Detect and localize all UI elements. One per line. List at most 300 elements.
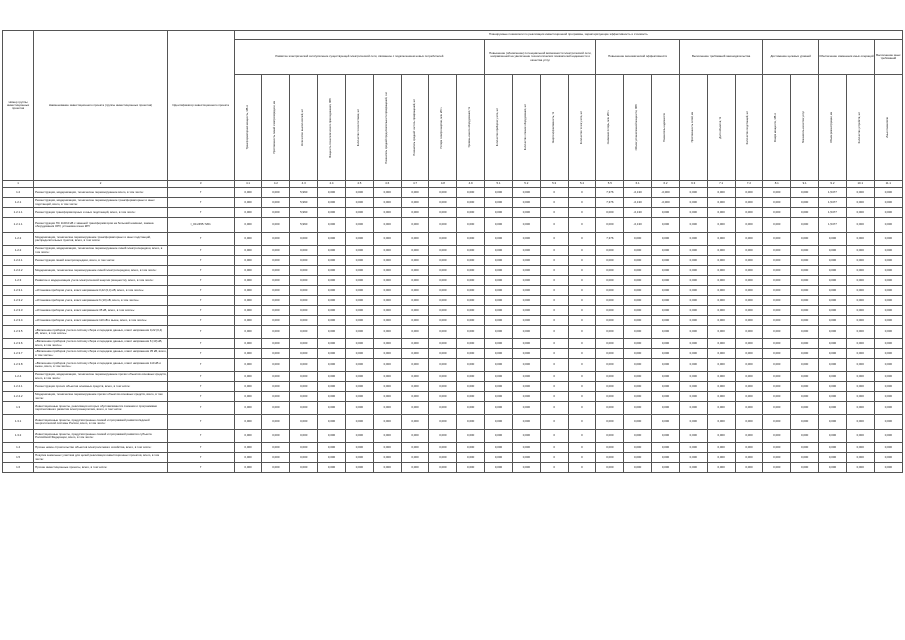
table-row bbox=[3, 316, 903, 326]
row-value: 0 bbox=[568, 349, 596, 359]
header-indicator-label: Объем реконструкции, км bbox=[829, 112, 833, 143]
row-value: 0,000 bbox=[652, 256, 680, 266]
row-number: 1.2.3.5 bbox=[3, 326, 34, 339]
row-value: 0,000 bbox=[846, 316, 874, 326]
row-value: 0,000 bbox=[457, 208, 485, 218]
column-number: 1 bbox=[3, 181, 34, 188]
row-value: 0,000 bbox=[763, 463, 791, 473]
row-value: 0,000 bbox=[679, 326, 707, 339]
row-value: 0 bbox=[540, 359, 568, 372]
row-value: 0,000 bbox=[707, 443, 735, 453]
row-value: 0 bbox=[540, 296, 568, 306]
row-name: Инвестиционные проекты, предусмотренные схемой и программой развития субъекта Российской Федерации, всего, в том числе: bbox=[34, 430, 168, 443]
row-value: 0,000 bbox=[791, 266, 819, 276]
row-value: 0,000 bbox=[512, 463, 540, 473]
row-value: 0,000 bbox=[485, 276, 513, 286]
row-value: 0,000 bbox=[679, 233, 707, 246]
row-value: 0,000 bbox=[874, 453, 902, 463]
row-number: 1.6 bbox=[3, 463, 34, 473]
table-row bbox=[3, 392, 903, 402]
row-value: 0,000 bbox=[401, 402, 429, 415]
row-value: 0,000 bbox=[596, 402, 624, 415]
row-value: 0,000 bbox=[373, 286, 401, 296]
row-value: 0,000 bbox=[512, 233, 540, 246]
row-value: 0,000 bbox=[791, 372, 819, 382]
row-value: 0,000 bbox=[735, 372, 763, 382]
row-number: 1.2.3.4 bbox=[3, 316, 34, 326]
column-number: 7.1 bbox=[707, 181, 735, 188]
row-identifier: Г bbox=[167, 198, 234, 208]
column-number: 4.6 bbox=[373, 181, 401, 188]
row-value: 0,000 bbox=[846, 463, 874, 473]
row-identifier: Г bbox=[167, 392, 234, 402]
row-value: 0,000 bbox=[512, 188, 540, 198]
row-value: 0,000 bbox=[596, 316, 624, 326]
row-value: 0,000 bbox=[290, 276, 318, 286]
row-name: Модернизация, техническое перевооружение трансформаторных и иных подстанций, распределительных пунктов, всего, в том числе: bbox=[34, 233, 168, 246]
row-value: 0,000 bbox=[290, 392, 318, 402]
row-value: 0,000 bbox=[819, 430, 847, 443]
row-value: 0,000 bbox=[429, 188, 457, 198]
row-identifier: Г bbox=[167, 402, 234, 415]
column-number: 4.3 bbox=[290, 181, 318, 188]
row-identifier: Г bbox=[167, 382, 234, 392]
row-value: 0,000 bbox=[791, 349, 819, 359]
row-number: 1.2.3 bbox=[3, 276, 34, 286]
row-value: 0,000 bbox=[345, 430, 373, 443]
row-value: 0,000 bbox=[624, 463, 652, 473]
row-identifier: Г bbox=[167, 463, 234, 473]
row-value: 0,000 bbox=[874, 339, 902, 349]
row-value: 0,000 bbox=[624, 349, 652, 359]
row-value: 0,000 bbox=[290, 286, 318, 296]
row-number: 1.2.3.8 bbox=[3, 359, 34, 372]
row-value: 0,000 bbox=[735, 463, 763, 473]
row-value: 0,000 bbox=[707, 339, 735, 349]
row-number: 1.3 bbox=[3, 402, 34, 415]
row-value: 0,000 bbox=[874, 316, 902, 326]
row-value: 0,000 bbox=[262, 392, 290, 402]
row-value: 0 bbox=[568, 188, 596, 198]
row-value: 0,000 bbox=[707, 359, 735, 372]
row-value: 0,000 bbox=[679, 339, 707, 349]
row-value: 0,000 bbox=[679, 246, 707, 256]
row-value: 0 bbox=[540, 286, 568, 296]
row-number: 1.4 bbox=[3, 443, 34, 453]
row-value: 0,000 bbox=[429, 453, 457, 463]
row-value: 0,000 bbox=[652, 430, 680, 443]
row-value: 0,000 bbox=[846, 392, 874, 402]
row-value: 0,000 bbox=[234, 188, 262, 198]
row-value: 0,000 bbox=[512, 218, 540, 233]
row-value: 0,000 bbox=[596, 306, 624, 316]
row-name: Развитие и модернизация учета электрической энергии (мощности), всего, в том числе: bbox=[34, 276, 168, 286]
row-number: 1.5 bbox=[3, 453, 34, 463]
row-value: 0,000 bbox=[429, 415, 457, 430]
column-number: 8.1 bbox=[763, 181, 791, 188]
row-value: 0,000 bbox=[652, 443, 680, 453]
row-value: 0,000 bbox=[234, 326, 262, 339]
row-value: 0,000 bbox=[318, 402, 346, 415]
row-value: 0,000 bbox=[512, 392, 540, 402]
row-value: 0 bbox=[540, 392, 568, 402]
row-value: 0,000 bbox=[234, 276, 262, 286]
row-value: 0,000 bbox=[707, 208, 735, 218]
row-value: 0,000 bbox=[345, 286, 373, 296]
row-value: 0,000 bbox=[290, 256, 318, 266]
row-value: 0 bbox=[540, 233, 568, 246]
row-value: 0,000 bbox=[874, 296, 902, 306]
row-value: 0,000 bbox=[485, 256, 513, 266]
row-value: 0,000 bbox=[652, 382, 680, 392]
row-value: 0,000 bbox=[624, 402, 652, 415]
row-value: 0,000 bbox=[318, 246, 346, 256]
row-value: 0,000 bbox=[624, 372, 652, 382]
row-value: 7,376 bbox=[596, 233, 624, 246]
row-number: 1.2.2.2 bbox=[3, 266, 34, 276]
row-value: 0,000 bbox=[874, 306, 902, 316]
row-value: 0,000 bbox=[234, 233, 262, 246]
row-value: 0,000 bbox=[345, 443, 373, 453]
row-value: 0,000 bbox=[429, 326, 457, 339]
row-value: 0,000 bbox=[234, 359, 262, 372]
row-value: -0,130 bbox=[624, 188, 652, 198]
row-value: 0,000 bbox=[262, 208, 290, 218]
row-value: 0 bbox=[540, 246, 568, 256]
row-value: 0,000 bbox=[318, 349, 346, 359]
row-value: 0,000 bbox=[401, 463, 429, 473]
row-value: 0,000 bbox=[373, 256, 401, 266]
header-indicator-22 bbox=[819, 75, 847, 181]
row-identifier: Г bbox=[167, 266, 234, 276]
row-value: 0,000 bbox=[763, 453, 791, 463]
row-identifier: Г bbox=[167, 246, 234, 256]
row-value: 0,000 bbox=[874, 246, 902, 256]
row-value: 0,000 bbox=[763, 208, 791, 218]
row-value: 0,000 bbox=[401, 276, 429, 286]
row-value: 0,000 bbox=[401, 430, 429, 443]
row-value: 0,000 bbox=[707, 372, 735, 382]
row-name: Реконструкция, модернизация, техническое перевооружение линий электропередачи, всего, в том числе: bbox=[34, 246, 168, 256]
row-number: 1.2.2 bbox=[3, 246, 34, 256]
row-value: 0,000 bbox=[624, 443, 652, 453]
row-number: 1.3.1 bbox=[3, 415, 34, 430]
header-indicator-label: Снижение потерь, млн кВт·ч bbox=[607, 110, 611, 145]
row-value: 0,000 bbox=[318, 266, 346, 276]
row-value: 0,000 bbox=[373, 463, 401, 473]
header-indicator-label: Уровень износа оборудования, % bbox=[468, 107, 472, 148]
row-value: 0,000 bbox=[763, 218, 791, 233]
header-group-6: Обеспечение изменения иных операций bbox=[819, 40, 875, 75]
row-value: 0,000 bbox=[345, 246, 373, 256]
row-value: 0,000 bbox=[234, 453, 262, 463]
row-value: 0,000 bbox=[512, 402, 540, 415]
row-value: 0,000 bbox=[234, 266, 262, 276]
column-number: 9.2 bbox=[819, 181, 847, 188]
row-number: 1.2.2.1 bbox=[3, 256, 34, 266]
row-value: 0,000 bbox=[846, 415, 874, 430]
header-indicator-1 bbox=[234, 75, 262, 181]
row-value: 0 bbox=[568, 218, 596, 233]
row-value: 0,000 bbox=[290, 430, 318, 443]
row-value: 0,000 bbox=[763, 339, 791, 349]
row-value: 0,000 bbox=[846, 296, 874, 306]
row-value: 0,000 bbox=[652, 453, 680, 463]
header-indicator-2 bbox=[262, 75, 290, 181]
row-value: 0,000 bbox=[819, 286, 847, 296]
row-value: 0,000 bbox=[874, 276, 902, 286]
row-number: 1.2.1.1 bbox=[3, 208, 34, 218]
row-value: 0,000 bbox=[791, 286, 819, 296]
row-value: 0,000 bbox=[874, 402, 902, 415]
header-indicator-7 bbox=[401, 75, 429, 181]
row-value: 0,000 bbox=[819, 359, 847, 372]
row-value: 0,000 bbox=[262, 286, 290, 296]
row-value: 0,000 bbox=[345, 188, 373, 198]
row-value: 0,000 bbox=[429, 443, 457, 453]
header-indicator-19 bbox=[735, 75, 763, 181]
row-value: 0,000 bbox=[345, 266, 373, 276]
row-value: 0,000 bbox=[874, 233, 902, 246]
row-value: 0,000 bbox=[318, 326, 346, 339]
row-value: 0,000 bbox=[512, 246, 540, 256]
row-value: 0,000 bbox=[262, 316, 290, 326]
row-value: 0,000 bbox=[234, 306, 262, 316]
row-value: 0,000 bbox=[791, 392, 819, 402]
row-value: 0,000 bbox=[596, 266, 624, 276]
table-row bbox=[3, 339, 903, 349]
header-indicator-label: Количество отказов оборудования, шт bbox=[523, 104, 527, 151]
row-value: 0,000 bbox=[624, 256, 652, 266]
row-value: 0,000 bbox=[457, 382, 485, 392]
row-value: 0,000 bbox=[735, 208, 763, 218]
row-value: 0,000 bbox=[290, 453, 318, 463]
row-identifier: Г bbox=[167, 286, 234, 296]
row-value: 0,000 bbox=[791, 415, 819, 430]
row-value: 0,000 bbox=[457, 402, 485, 415]
row-value: 0,000 bbox=[679, 198, 707, 208]
row-number: 1.2.3.7 bbox=[3, 349, 34, 359]
row-value: 0 bbox=[568, 443, 596, 453]
row-value: 0,000 bbox=[874, 443, 902, 453]
row-number: 1.2.1 bbox=[3, 198, 34, 208]
row-value: 0 bbox=[540, 256, 568, 266]
row-identifier: Г bbox=[167, 443, 234, 453]
row-value: 0,000 bbox=[679, 218, 707, 233]
row-name: Модернизация, техническое перевооружение линий электропередачи, всего, в том числе: bbox=[34, 266, 168, 276]
row-value: 0,000 bbox=[846, 359, 874, 372]
row-value: 0,000 bbox=[457, 326, 485, 339]
row-value: 0,000 bbox=[763, 415, 791, 430]
row-value: 0 bbox=[568, 233, 596, 246]
row-value: 0,000 bbox=[429, 296, 457, 306]
row-value: 0,000 bbox=[262, 246, 290, 256]
row-value: 0,000 bbox=[791, 188, 819, 198]
row-value: 0,000 bbox=[652, 246, 680, 256]
row-value: 0 bbox=[568, 256, 596, 266]
row-name: «Установка приборов учета, класс напряжения 110 кВ и выше, всего, в том числе»: bbox=[34, 316, 168, 326]
row-value: 0,000 bbox=[429, 266, 457, 276]
row-value: 0,000 bbox=[791, 443, 819, 453]
row-value: 0,000 bbox=[763, 296, 791, 306]
header-indicator-10 bbox=[485, 75, 513, 181]
row-value: 0,000 bbox=[819, 246, 847, 256]
row-value: 0,000 bbox=[485, 359, 513, 372]
row-value: 0,000 bbox=[318, 415, 346, 430]
header-indicator-8 bbox=[429, 75, 457, 181]
row-value: 0,000 bbox=[318, 218, 346, 233]
row-value: 0,000 bbox=[457, 306, 485, 316]
row-value: 5,960 bbox=[290, 218, 318, 233]
row-value: 0,000 bbox=[763, 198, 791, 208]
row-value: 0 bbox=[568, 359, 596, 372]
header-indicator-label: Протяженность сетей, км bbox=[690, 112, 694, 143]
row-value: 0,000 bbox=[763, 276, 791, 286]
row-value: 0,000 bbox=[624, 359, 652, 372]
row-value: 0,000 bbox=[791, 256, 819, 266]
row-number: 1.3.2 bbox=[3, 430, 34, 443]
row-value: 0,000 bbox=[234, 218, 262, 233]
row-value: 0,000 bbox=[401, 246, 429, 256]
row-value: 0,000 bbox=[596, 339, 624, 349]
row-value: 0,000 bbox=[819, 316, 847, 326]
row-value: 0,000 bbox=[318, 443, 346, 453]
row-value: 0,000 bbox=[707, 392, 735, 402]
table-row bbox=[3, 266, 903, 276]
row-value: 0,000 bbox=[791, 306, 819, 316]
column-number: 7.2 bbox=[735, 181, 763, 188]
row-value: 0,000 bbox=[512, 286, 540, 296]
row-value: 0,000 bbox=[318, 463, 346, 473]
row-value: 0,000 bbox=[290, 233, 318, 246]
row-value: 0,000 bbox=[512, 296, 540, 306]
row-value: 0,000 bbox=[429, 463, 457, 473]
header-indicator-23 bbox=[846, 75, 874, 181]
row-value: 0,000 bbox=[345, 415, 373, 430]
row-value: 0,000 bbox=[262, 296, 290, 306]
column-number: 9.1 bbox=[791, 181, 819, 188]
row-value: 0 bbox=[568, 392, 596, 402]
row-value: 0,000 bbox=[457, 246, 485, 256]
row-value: 0 bbox=[568, 463, 596, 473]
row-value: 0,000 bbox=[485, 415, 513, 430]
row-value: 0,000 bbox=[457, 453, 485, 463]
header-indicator-label: Количество выключателей, шт bbox=[301, 109, 305, 146]
row-value: 0,000 bbox=[735, 266, 763, 276]
row-value: 0,000 bbox=[846, 256, 874, 266]
row-value: 0,000 bbox=[485, 349, 513, 359]
table-row bbox=[3, 326, 903, 339]
row-value: 0,000 bbox=[290, 246, 318, 256]
row-value: 0,000 bbox=[318, 276, 346, 286]
row-number: 1.2.3.1 bbox=[3, 286, 34, 296]
row-value: 0,000 bbox=[457, 349, 485, 359]
column-number: 4.2 bbox=[262, 181, 290, 188]
row-value: 0,000 bbox=[401, 208, 429, 218]
row-value: 0,000 bbox=[318, 359, 346, 372]
row-value: 0,000 bbox=[846, 339, 874, 349]
row-value: 0,000 bbox=[457, 233, 485, 246]
row-name: Инвестиционные проекты, реализация которых обуславливается схемами и программами перспективного развития электроэнергетики, всего, в том числе: bbox=[34, 402, 168, 415]
row-value: 0 bbox=[568, 286, 596, 296]
row-value: 0,000 bbox=[652, 208, 680, 218]
row-value: 0,000 bbox=[624, 286, 652, 296]
row-value: 0,000 bbox=[345, 372, 373, 382]
row-value: 0,000 bbox=[819, 339, 847, 349]
header-top-title: Планируемые показатели по реализации инвестиционной программы, характеризующие эффективность и стоимость bbox=[234, 31, 902, 40]
table-row bbox=[3, 256, 903, 266]
row-value: 0 bbox=[540, 415, 568, 430]
row-value: 0,000 bbox=[874, 198, 902, 208]
row-value: 0,000 bbox=[707, 276, 735, 286]
row-value: 0,000 bbox=[819, 349, 847, 359]
row-identifier: Г bbox=[167, 349, 234, 359]
row-value: 0,000 bbox=[791, 453, 819, 463]
row-value: 0,000 bbox=[290, 326, 318, 339]
row-value: -0,130 bbox=[624, 198, 652, 208]
row-value: 0,000 bbox=[234, 198, 262, 208]
row-name: «Установка приборов учета, класс напряжения 0,22 (0,4) кВ, всего, в том числе»: bbox=[34, 286, 168, 296]
row-value: 0,000 bbox=[652, 339, 680, 349]
row-value: 0,000 bbox=[874, 326, 902, 339]
row-value: 0 bbox=[540, 453, 568, 463]
row-value: 1,5477 bbox=[819, 218, 847, 233]
row-value: 0,000 bbox=[290, 359, 318, 372]
table-row bbox=[3, 402, 903, 415]
header-indicator-5 bbox=[345, 75, 373, 181]
row-value: 0 bbox=[568, 316, 596, 326]
header-indicator-label: Доля объектов, % bbox=[718, 116, 722, 139]
row-value: 0,000 bbox=[373, 276, 401, 286]
row-value: 0,000 bbox=[624, 316, 652, 326]
header-identifier: Идентификатор инвестиционного проекта bbox=[167, 31, 234, 181]
row-value: 0,000 bbox=[290, 349, 318, 359]
row-value: 0,000 bbox=[791, 339, 819, 349]
row-value: 0,000 bbox=[262, 256, 290, 266]
row-value: 0,000 bbox=[318, 382, 346, 392]
row-name: «Установка приборов учета, класс напряжения 35 кВ, всего, в том числе»: bbox=[34, 306, 168, 316]
row-value: 0,000 bbox=[735, 382, 763, 392]
row-value: 0,000 bbox=[846, 402, 874, 415]
row-value: 0,000 bbox=[652, 306, 680, 316]
row-value: 0,000 bbox=[401, 392, 429, 402]
column-number: 4.5 bbox=[345, 181, 373, 188]
row-value: 0,000 bbox=[679, 392, 707, 402]
row-value: 0,000 bbox=[512, 339, 540, 349]
row-value: 0,000 bbox=[401, 233, 429, 246]
row-value: 0,000 bbox=[846, 443, 874, 453]
row-value: 0,000 bbox=[596, 372, 624, 382]
row-value: 0,000 bbox=[652, 392, 680, 402]
row-value: 0,000 bbox=[735, 246, 763, 256]
row-name: Прочее новое строительство объектов электросетевого хозяйства, всего, в том числе: bbox=[34, 443, 168, 453]
header-indicator-label: Энергоэффективность, % bbox=[551, 111, 555, 144]
column-number: 4.8 bbox=[429, 181, 457, 188]
row-value: 0,000 bbox=[262, 402, 290, 415]
row-value: 0,000 bbox=[707, 453, 735, 463]
row-value: 0,000 bbox=[679, 463, 707, 473]
row-value: -0,130 bbox=[624, 208, 652, 218]
row-value: 0,000 bbox=[373, 188, 401, 198]
row-value: 0,000 bbox=[791, 198, 819, 208]
row-name: Реконструкция ПС 110/10 кВ с заменой трансформаторов на больший номинал, замена оборудования ОРУ, установка ячеек КРУ bbox=[34, 218, 168, 233]
row-value: 0,000 bbox=[373, 443, 401, 453]
row-name: Реконструкция трансформаторных и иных подстанций, всего, в том числе: bbox=[34, 208, 168, 218]
row-value: 0,000 bbox=[262, 430, 290, 443]
row-value: 0,000 bbox=[345, 349, 373, 359]
row-value: 0,000 bbox=[652, 316, 680, 326]
table-row bbox=[3, 415, 903, 430]
